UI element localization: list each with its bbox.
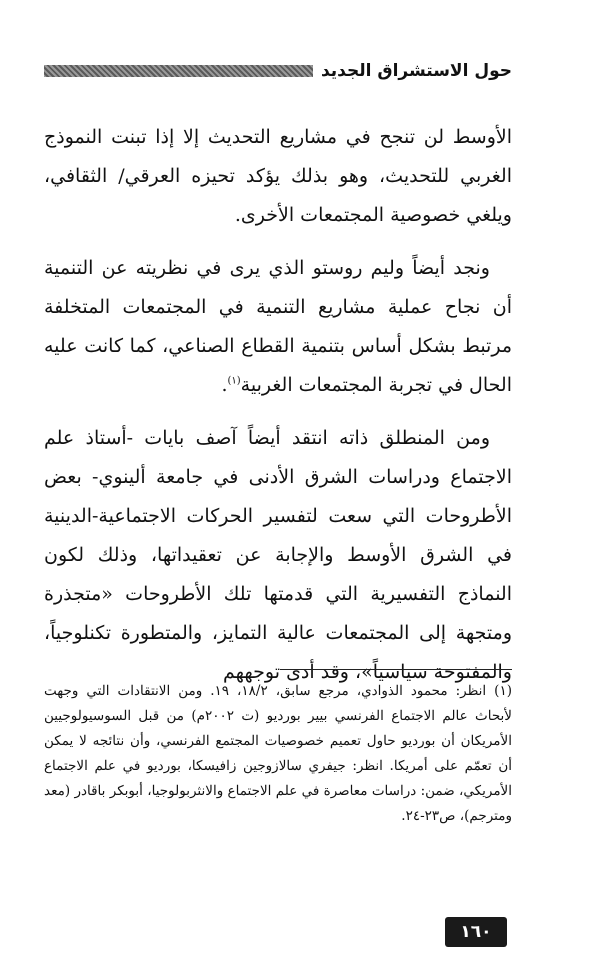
paragraph-1: الأوسط لن تنجح في مشاريع التحديث إلا إذا تبنت النموذج الغربي للتحديث، وهو بذلك يؤكد تحيزه العرقي/ الثقافي، ويلغي خصوصية المجتمعات الأخرى. [44, 126, 512, 226]
paragraph-2-end: . [221, 374, 228, 396]
paragraph-2 [44, 249, 512, 405]
running-title: حول الاستشراق الجديد [320, 61, 512, 81]
footnotes [44, 679, 512, 829]
page-number: ١٦٠ [445, 917, 507, 947]
paragraph-2-text: ونجد أيضاً وليم روستو الذي يرى في نظريته عن التنمية أن نجاح عملية مشاريع التنمية في المجتمعات المتخلفة مرتبط بشكل أساس بتنمية القطاع الصناعي، كما كانت عليه الحال في تجربة المجتمعات الغربية [44, 257, 512, 396]
footnote-ref-1: (١) [227, 375, 241, 387]
main-text [44, 118, 512, 706]
running-header [44, 58, 512, 84]
footnote-1: (١) انظر: محمود الذوادي، مرجع سابق، ١٨/٢، ١٩. ومن الانتقادات التي وجهت لأبحاث عالم الاجتماع الفرنسي بيير بورديو (ت ٢٠٠٢م) من قبل السوسيولوجيين الأمريكان أن بورديو حاول تعميم خصوصيات المجتمع الفرنسي، وأن نتائجه لا يمكن أن تعمّم على أمريكا. انظر: جيفري سالازوجين زافيسكا، بورديو في علم الاجتماع الأمريكي، ضمن: دراسات معاصرة في علم الاجتماع والانثربولوجيا، أبوبكر باقادر (معد ومترجم)، ص٢٣-٢٤. [44, 683, 512, 824]
footnote-separator [280, 669, 512, 670]
header-decorative-bar [44, 65, 313, 77]
paragraph-3: ومن المنطلق ذاته انتقد أيضاً آصف بايات -أستاذ علم الاجتماع ودراسات الشرق الأدنى في جامعة ألينوي- بعض الأطروحات التي سعت لتفسير الحركات الاجتماعية-الدينية في الشرق الأوسط والإجابة عن تعقيداتها، وذلك لكون النماذج التفسيرية التي قدمتها تلك الأطروحات «متجذرة ومتجهة إلى المجتمعات عالية التمايز، والمتطورة تكنلوجياً، والمفتوحة سياسياً»، وقد أدى توجههم [44, 427, 512, 683]
